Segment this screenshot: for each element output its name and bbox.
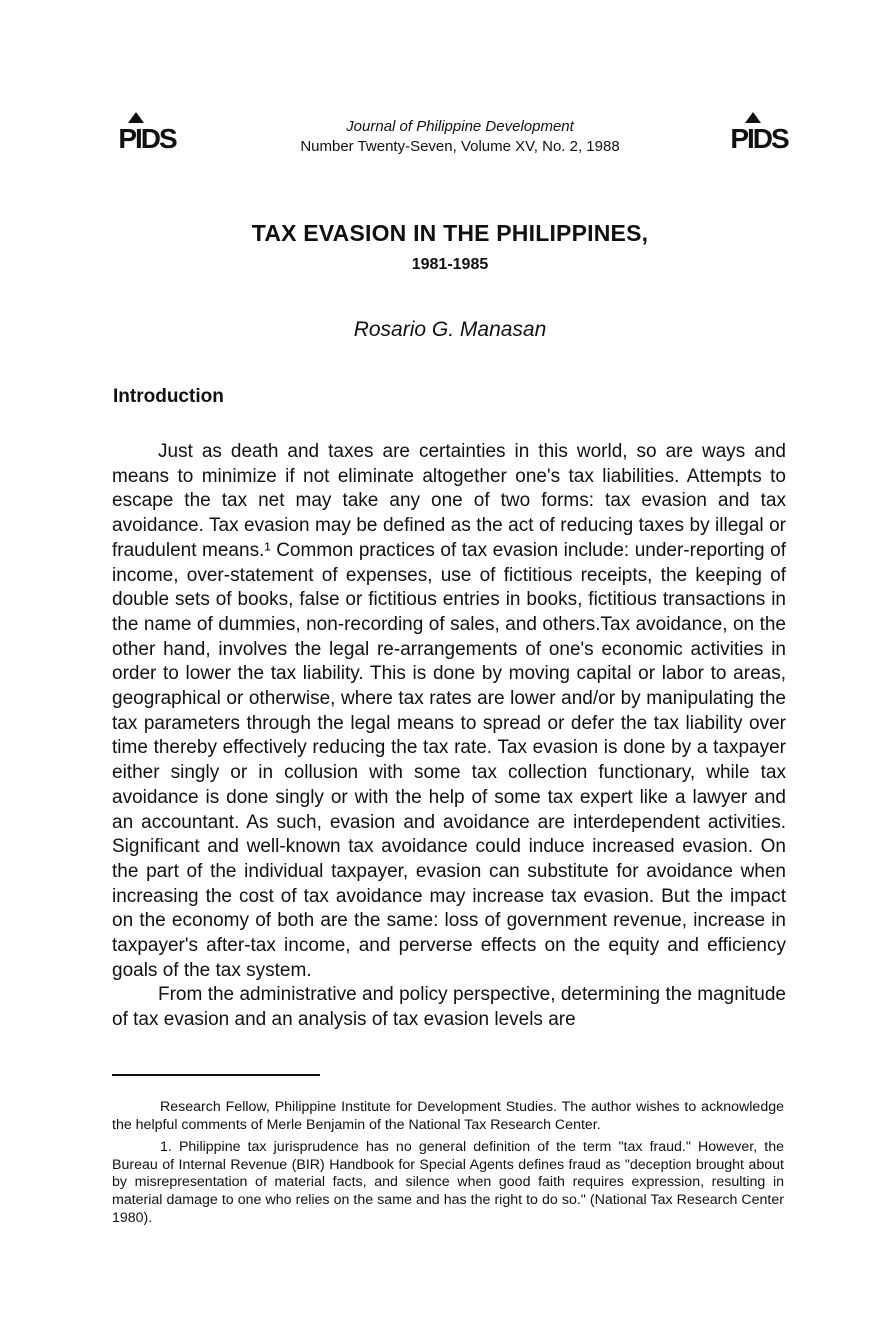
pids-logo-right [724, 112, 794, 152]
journal-issue: Number Twenty-Seven, Volume XV, No. 2, 1988 [300, 138, 620, 155]
paragraph: Just as death and taxes are certainties in this world, so are ways and means to minimize if not eliminate altogether one's tax liabilities. Attempts to escape the tax net may take any one of two forms: tax evasion and tax avoidance. Tax evasion may be defined as the act of reducing taxes by illegal or fraudulent means.¹ Common practices of tax evasion include: under-reporting of income, over-statement of expenses, use of fictitious receipts, the keeping of double sets of books, false or fictitious entries in books, fictitious transactions in the name of dummies, non-recording of sales, and others.Tax avoidance, on the other hand, involves the legal re-arrangements of one's economic activities in order to lower the tax liability. This is done by moving capital or labor to areas, geographical or otherwise, where tax rates are lower and/or by manipulating the tax parameters through the legal means to spread or defer the tax liability over time thereby effectively reducing the tax rate. Tax evasion is done by a taxpayer either singly or in collusion with some tax collection functionary, while tax avoidance is done singly or with the help of some tax expert like a lawyer and an accountant. As such, evasion and avoidance are interdependent activities. Significant and well-known tax avoidance could induce increased evasion. On the part of the individual taxpayer, evasion can substitute for avoidance when increasing the cost of tax avoidance may increase tax evasion. But the impact on the economy of both are the same: loss of government revenue, increase in taxpayer's after-tax income, and perverse effects on the equity and efficiency goals of the tax system. [112, 441, 786, 981]
paragraph: From the administrative and policy perspective, determining the magnitude of tax evasion and an analysis of tax evasion levels are [112, 984, 786, 1031]
svg-text:PIDS: PIDS [730, 123, 788, 152]
journal-header [230, 117, 690, 157]
article-title: TAX EVASION IN THE PHILIPPINES, [251, 220, 649, 246]
body-text [112, 440, 786, 1033]
footnote-1: 1. Philippine tax jurisprudence has no general definition of the term "tax fraud." However, the Bureau of Internal Revenue (BIR) Handbook for Special Agents defines fraud as "deception brought about by misrepresentation of material facts, and silence when good faith requires expression, resulting in material damage to one who relies on the same and has the right to do so." (National Tax Research Center 1980). [112, 1139, 784, 1226]
footnotes [112, 1099, 784, 1232]
footnote-divider [112, 1074, 320, 1076]
pids-logo-icon [112, 112, 182, 152]
article-author: Rosario G. Manasan [353, 318, 547, 341]
article-years: 1981-1985 [411, 256, 489, 273]
pids-logo-icon [724, 112, 794, 152]
footnote-author-note: Research Fellow, Philippine Institute for Development Studies. The author wishes to acknowledge the helpful comments of Merle Benjamin of the National Tax Research Center. [112, 1099, 784, 1133]
section-heading: Introduction [113, 386, 224, 407]
journal-name: Journal of Philippine Development [346, 118, 574, 135]
svg-text:PIDS: PIDS [118, 123, 176, 152]
pids-logo-left [112, 112, 182, 152]
